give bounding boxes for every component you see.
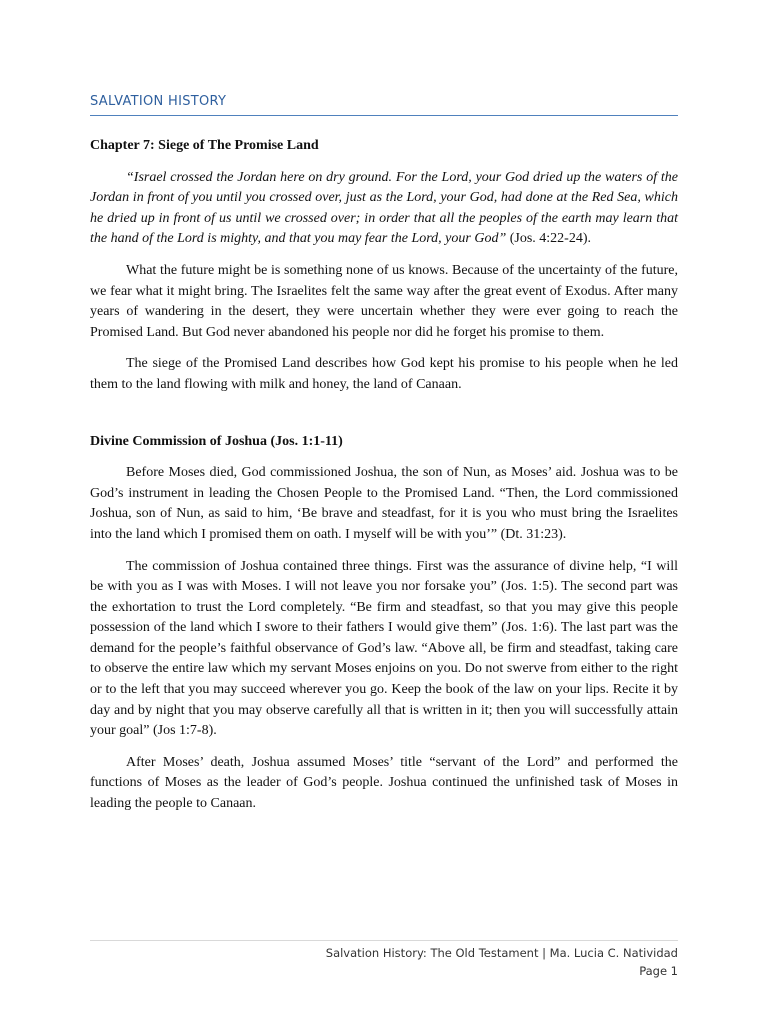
chapter-title: Chapter 7: Siege of The Promise Land: [90, 138, 319, 153]
section-paragraph-1: Before Moses died, God commissioned Joshua, the son of Nun, as Moses’ aid. Joshua was to be God’s instrument in leading the Chosen People to the Promised Land. “Then, the Lord commissioned Joshua, son of Nun, as said to him, ‘Be brave and steadfast, for it is you who must bring the Israelites into the land which I promised them on oath. I myself will be with you’” (Dt. 31:23).: [90, 465, 678, 542]
header-title: SALVATION HISTORY: [90, 94, 227, 109]
footer-title: Salvation History: The Old Testament | Ma. Lucia C. Natividad: [325, 946, 678, 960]
scripture-quote: “Israel crossed the Jordan here on dry ground. For the Lord, your God dried up the waters of the Jordan in front of you until you crossed over, just as the Lord, your God, had done at the Red Sea, which he dried up in front of us until we crossed over; in order that all the peoples of the earth may learn that the hand of the Lord is mighty, and that you may fear the Lord, your God”: [90, 169, 678, 247]
intro-paragraph-2: The siege of the Promised Land describes how God kept his promise to his people when he led them to the land flowing with milk and honey, the land of Canaan.: [90, 356, 678, 392]
intro-paragraph-1: What the future might be is something none of us knows. Because of the uncertainty of the future, we fear what it might bring. The Israelites felt the same way after the great event of Exodus. After many years of wandering in the desert, they were uncertain whether they were ever going to reach the Promised Land. But God never abandoned his people nor did he forget his promise to them.: [90, 262, 678, 340]
page-body: [90, 136, 678, 826]
opening-quote-paragraph: [90, 168, 678, 250]
section-title: Divine Commission of Joshua (Jos. 1:1-11): [90, 433, 343, 449]
section-paragraph-2: The commission of Joshua contained three things. First was the assurance of divine help, “I will be with you as I was with Moses. I will not leave you nor forsake you” (Jos. 1:5). The second part was the exhortation to trust the Lord completely. “Be firm and steadfast, so that you may give this people possession of the land which I swore to their fathers I would give them” (Jos. 1:6). The last part was the demand for the people’s faithful observance of God’s law. “Above all, be firm and steadfast, taking care to observe the entire law which my servant Moses enjoins on you. Do not swerve from either to the right or to the left that you may succeed wherever you go. Keep the book of the law on your lips. Recite it by day and by night that you may observe carefully all that is written in it; then you will successfully attain your goal” (Jos 1:7-8).: [90, 558, 678, 739]
page-number: Page 1: [639, 964, 678, 978]
quote-citation: (Jos. 4:22-24).: [506, 231, 592, 247]
page-footer: [90, 940, 678, 980]
running-header: [90, 92, 678, 116]
section-paragraph-3: After Moses’ death, Joshua assumed Moses’ title “servant of the Lord” and performed the functions of Moses as the leader of God’s people. Joshua continued the unfinished task of Moses in leading the people to Canaan.: [90, 754, 678, 812]
